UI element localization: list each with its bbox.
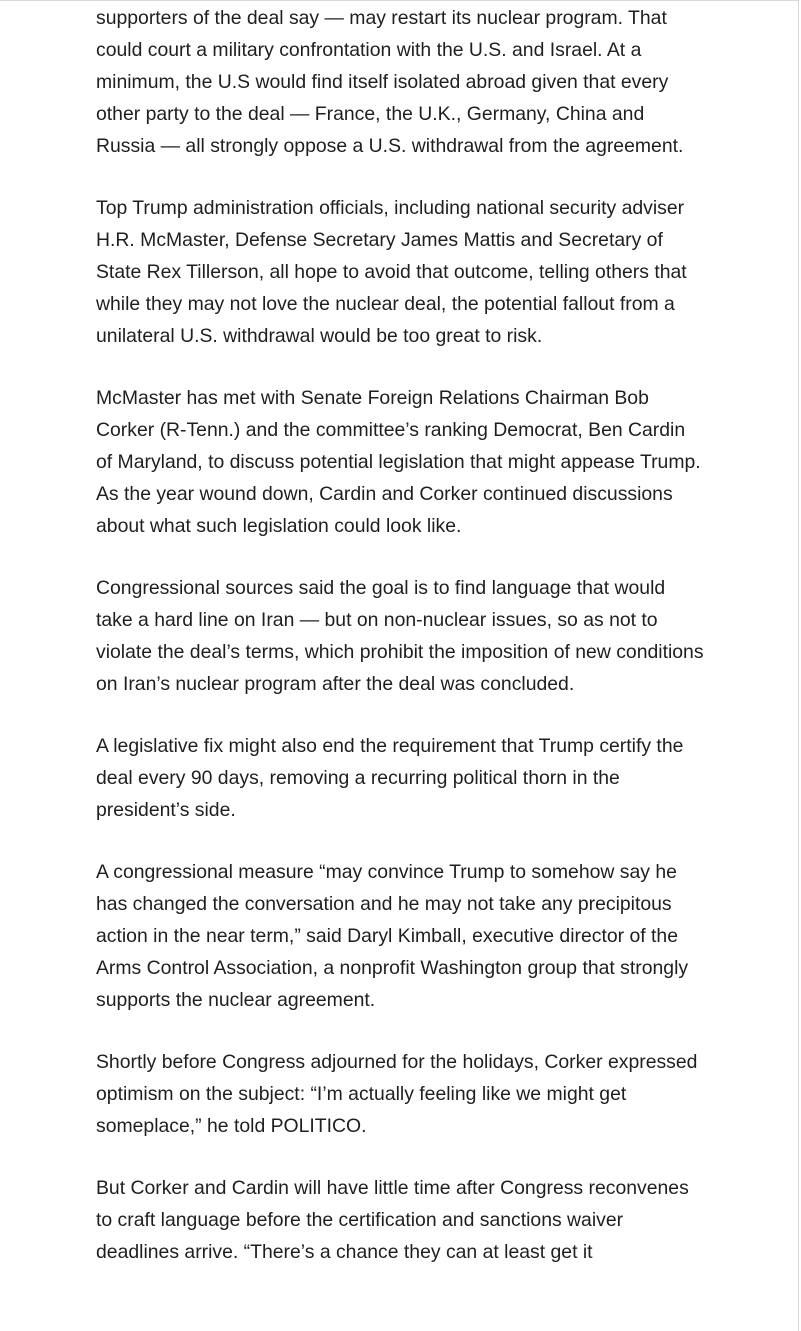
article-paragraph: A legislative fix might also end the requirement that Trump certify the deal every 90 days, removing a recurring political thorn in the president’s side. bbox=[96, 735, 684, 821]
article-paragraph: Shortly before Congress adjourned for the holidays, Corker expressed optimism on the subject: “I’m actually feeling like we might get someplace,” he told POLITICO. bbox=[96, 1051, 698, 1137]
article-paragraph: Congressional sources said the goal is to find language that would take a hard line on Iran — but on non-nuclear issues, so as not to violate the deal’s terms, which prohibit the imposition of new conditions on Iran’s nuclear program after the deal was concluded. bbox=[96, 577, 704, 695]
article-body bbox=[96, 2, 706, 1298]
article-paragraph: But Corker and Cardin will have little time after Congress reconvenes to craft language before the certification and sanctions waiver deadlines arrive. “There’s a chance they can at least get it bbox=[96, 1177, 689, 1263]
article-paragraph: A congressional measure “may convince Trump to somehow say he has changed the conversation and he may not take any precipitous action in the near term,” said Daryl Kimball, executive director of the Arms Control Association, a nonprofit Washington group that strongly supports the nuclear agreement. bbox=[96, 861, 689, 1011]
article-paragraph: McMaster has met with Senate Foreign Relations Chairman Bob Corker (R-Tenn.) and the committee’s ranking Democrat, Ben Cardin of Maryland, to discuss potential legislation that might appease Trump. As the year wound down, Cardin and Corker continued discussions about what such legislation could look like. bbox=[96, 387, 701, 537]
article-paragraph: supporters of the deal say — may restart its nuclear program. That could court a military confrontation with the U.S. and Israel. At a minimum, the U.S would find itself isolated abroad given that every other party to the deal — France, the U.K., Germany, China and Russia — all strongly oppose a U.S. withdrawal from the agreement. bbox=[96, 7, 684, 157]
article-paragraph: Top Trump administration officials, including national security adviser H.R. McMaster, Defense Secretary James Mattis and Secretary of State Rex Tillerson, all hope to avoid that outcome, telling others that while they may not love the nuclear deal, the potential fallout from a unilateral U.S. withdrawal would be too great to risk. bbox=[96, 197, 687, 347]
